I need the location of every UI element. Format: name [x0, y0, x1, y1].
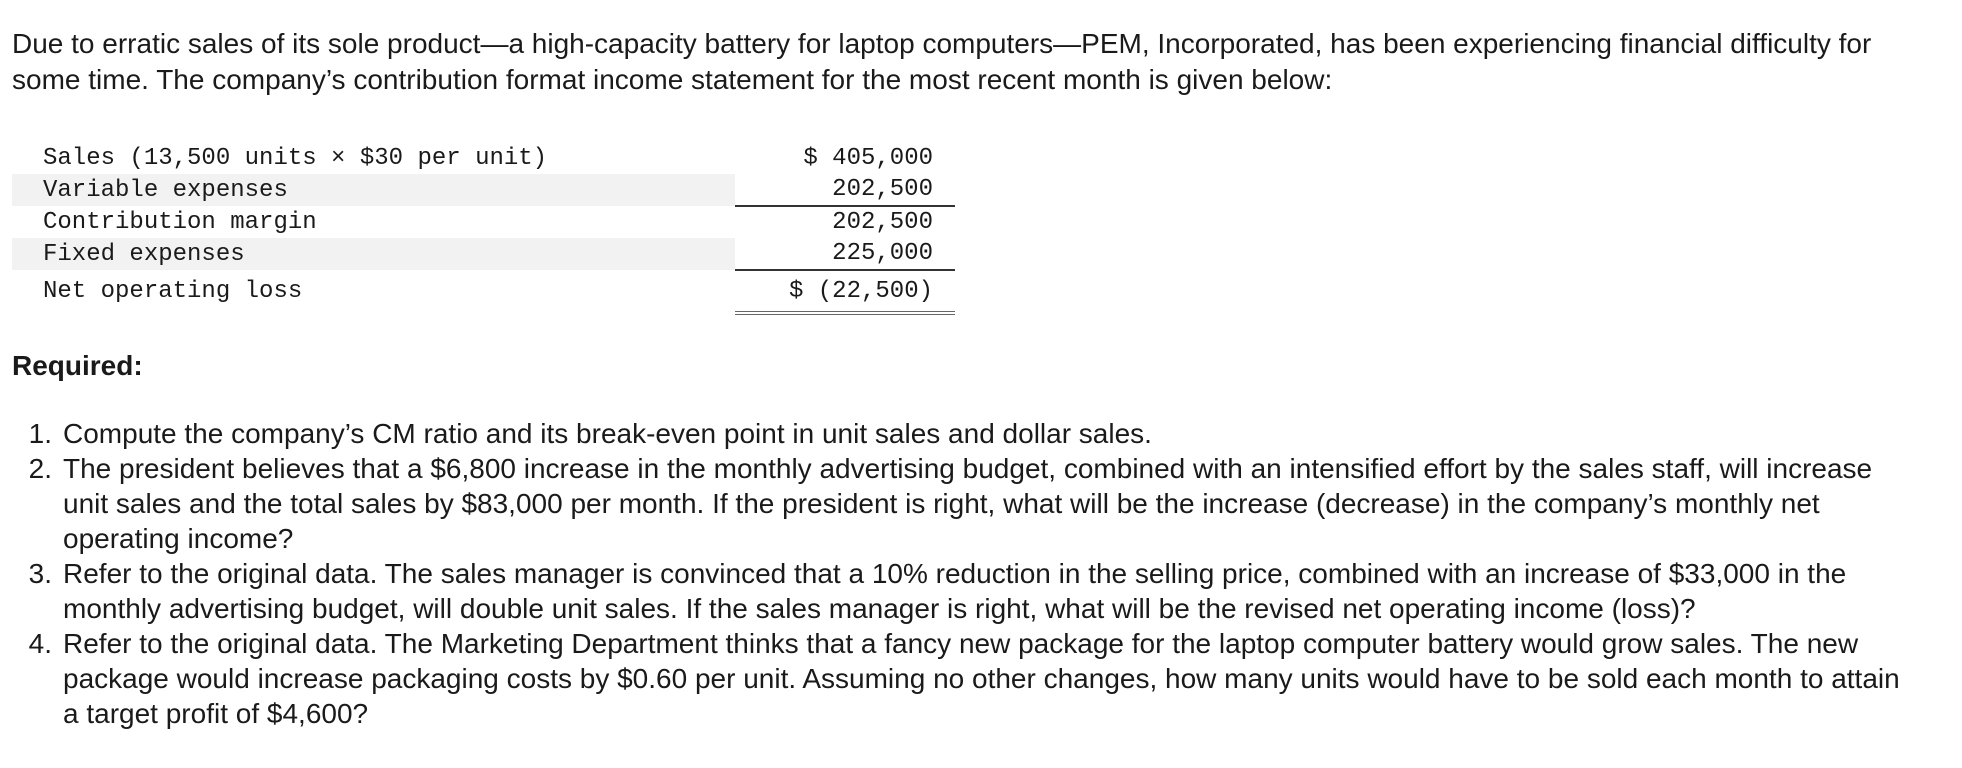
required-item-4: [12, 626, 1912, 731]
statement-row-net-operating-loss: [12, 270, 955, 313]
statement-row-contribution-margin: [12, 206, 955, 238]
row-label: Contribution margin: [43, 208, 317, 236]
item-text: Refer to the original data. The Marketing Department thinks that a fancy new package for the laptop computer battery would grow sales. The new package would increase packaging costs by $0.60 per unit. Assuming no other changes, how many units would have to be sold each month to attain a target profit of $4,600?: [63, 628, 1900, 729]
item-number: 3.: [28, 558, 52, 589]
income-statement-table: [12, 143, 955, 315]
required-list: [12, 416, 1912, 731]
statement-row-variable-expenses: [12, 174, 955, 206]
item-number: 4.: [28, 628, 52, 659]
row-label: Variable expenses: [12, 174, 673, 206]
required-item-3: [12, 556, 1912, 626]
required-item-2: [12, 451, 1912, 556]
row-label: Net operating loss: [43, 278, 303, 305]
item-number: 1.: [28, 418, 52, 449]
row-amount: 225,000: [735, 238, 955, 270]
row-amount: 202,500: [832, 209, 933, 236]
statement-row-sales: [12, 143, 955, 174]
item-text: Compute the company’s CM ratio and its break-even point in unit sales and dollar sales.: [63, 418, 1152, 449]
item-number: 2.: [28, 453, 52, 484]
statement-row-fixed-expenses: [12, 238, 955, 270]
row-label: Fixed expenses: [12, 238, 673, 270]
row-amount: $ 405,000: [803, 145, 933, 172]
intro-paragraph: Due to erratic sales of its sole product—a high-capacity battery for laptop computers—PEM, Incorporated, has been experiencing financial difficulty for some time. The company’s contribution format income statement for the most recent month is given below:: [12, 28, 1872, 95]
required-heading: Required:: [12, 350, 143, 381]
row-label: Sales (13,500 units × $30 per unit): [43, 145, 548, 172]
required-item-1: [12, 416, 1912, 451]
item-text: Refer to the original data. The sales manager is convinced that a 10% reduction in the selling price, combined with an increase of $33,000 in the monthly advertising budget, will double unit sales. If the sales manager is right, what will be the revised net operating income (loss)?: [63, 558, 1847, 624]
item-text: The president believes that a $6,800 increase in the monthly advertising budget, combined with an intensified effort by the sales staff, will increase unit sales and the total sales by $83,000 per month. If the president is right, what will be the increase (decrease) in the company’s monthly net operating income?: [63, 453, 1873, 554]
row-amount: 202,500: [735, 174, 955, 206]
row-amount: $ (22,500): [735, 270, 955, 313]
